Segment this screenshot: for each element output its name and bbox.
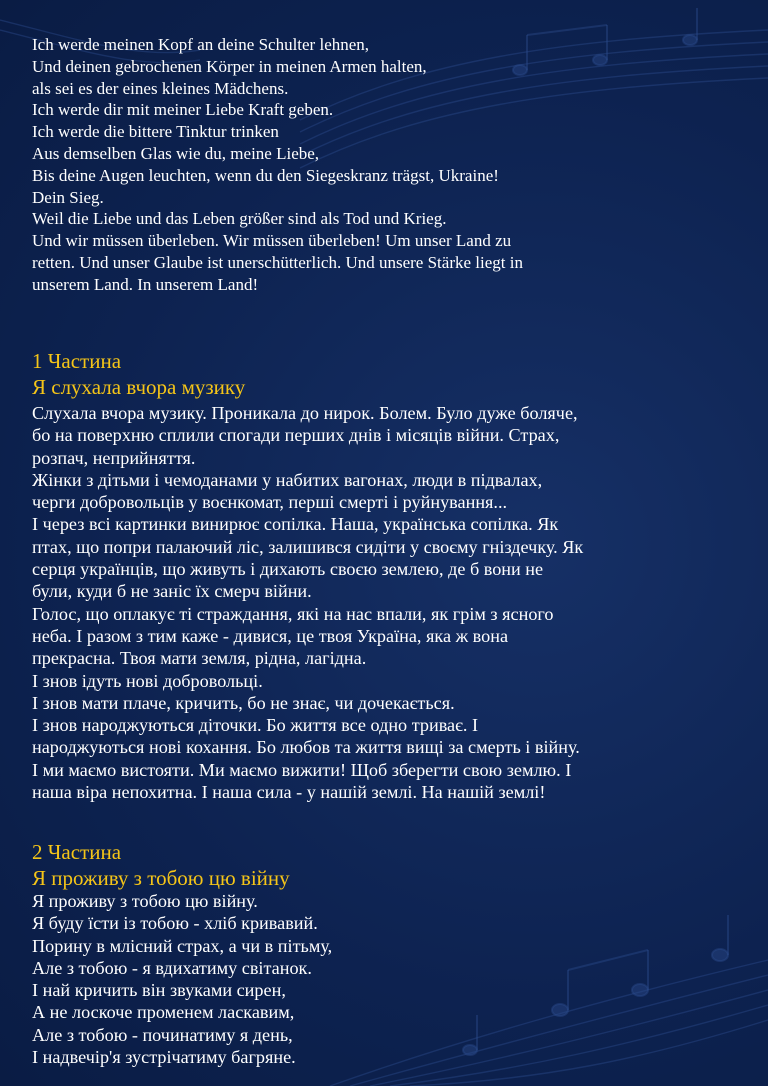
text-line: черги добровольців у воєнкомат, перші смерті і руйнування... <box>32 492 508 513</box>
text-line: А не лоскоче променем ласкавим, <box>32 1002 295 1023</box>
text-line: Слухала вчора музику. Проникала до нирок. Болем. Було дуже боляче, <box>32 403 578 423</box>
text-line: Але з тобою - починатиму я день, <box>32 1024 293 1045</box>
text-line: птах, що попри палаючий ліс, залишився сидіти у своєму гніздечку. Як <box>32 536 584 557</box>
german-poem <box>32 34 523 296</box>
text-line: неба. І разом з тим каже - дивися, це твоя Україна, яка ж вона <box>32 625 509 646</box>
text-line: retten. Und unser Glaube ist unerschütterlich. Und unsere Stärke liegt in <box>32 252 523 272</box>
text-line: І знов народжуються діточки. Бо життя все одно триває. І <box>32 715 479 736</box>
text-line: були, куди б не заніс їх смерч війни. <box>32 581 312 602</box>
text-line: Ich werde die bittere Tinktur trinken <box>32 122 279 142</box>
text-line: розпач, неприйняття. <box>32 447 196 468</box>
text-line: І через всі картинки винирює сопілка. Наша, українська сопілка. Як <box>32 514 559 535</box>
part2-title: Я проживу з тобою цю війну <box>32 866 290 890</box>
text-line: als sei es der eines kleines Mädchens. <box>32 78 289 98</box>
text-line: Жінки з дітьми і чемоданами у набитих вагонах, люди в підвалах, <box>32 469 543 490</box>
part1-title: Я слухала вчора музику <box>32 375 246 399</box>
text-line: І знов мати плаче, кричить, бо не знає, чи дочекається. <box>32 692 455 713</box>
part1-label: 1 Частина <box>32 349 122 373</box>
text-line: Я буду їсти із тобою - хліб кривавий. <box>32 913 318 934</box>
text-line: бо на поверхню сплили спогади перших днів і місяців війни. Страх, <box>32 425 560 446</box>
text-line: Але з тобою - я вдихатиму світанок. <box>32 957 312 978</box>
part2-label: 2 Частина <box>32 840 122 864</box>
part1-text <box>32 402 583 803</box>
text-line: Ich werde meinen Kopf an deine Schulter lehnen, <box>32 35 370 54</box>
text-line: І най кричить він звуками сирен, <box>32 980 286 1001</box>
text-line: unserem Land. In unserem Land! <box>32 274 259 294</box>
text-line: Aus demselben Glas wie du, meine Liebe, <box>32 143 320 163</box>
text-line: Порину в млісний страх, а чи в пітьму, <box>32 935 333 956</box>
text-line: Bis deine Augen leuchten, wenn du den Siegeskranz trägst, Ukraine! <box>32 165 499 185</box>
text-line: Und wir müssen überleben. Wir müssen überleben! Um unser Land zu <box>32 231 512 251</box>
text-line: народжуються нові кохання. Бо любов та життя вищі за смерть і війну. <box>32 737 580 758</box>
text-line: Dein Sieg. <box>32 187 104 207</box>
text-line: серця українців, що живуть і дихають своєю землею, де б вони не <box>32 559 544 580</box>
text-line: І ми маємо вистояти. Ми маємо вижити! Щоб зберегти свою землю. І <box>32 759 572 780</box>
text-line: прекрасна. Твоя мати земля, рідна, лагідна. <box>32 648 367 669</box>
text-line: Голос, що оплакує ті страждання, які на нас впали, як грім з ясного <box>32 603 554 624</box>
text-line: наша віра непохитна. І наша сила - у нашій землі. На нашій землі! <box>32 782 546 803</box>
text-line: І надвечір'я зустрічатиму багряне. <box>32 1047 296 1068</box>
text-line: І знов ідуть нові добровольці. <box>32 670 263 691</box>
text-line: Weil die Liebe und das Leben größer sind als Tod und Krieg. <box>32 209 447 229</box>
text-line: Я проживу з тобою цю війну. <box>32 891 258 911</box>
text-line: Und deinen gebrochenen Körper in meinen Armen halten, <box>32 56 427 76</box>
text-line: Ich werde dir mit meiner Liebe Kraft geben. <box>32 100 334 120</box>
part2-text <box>32 890 332 1068</box>
